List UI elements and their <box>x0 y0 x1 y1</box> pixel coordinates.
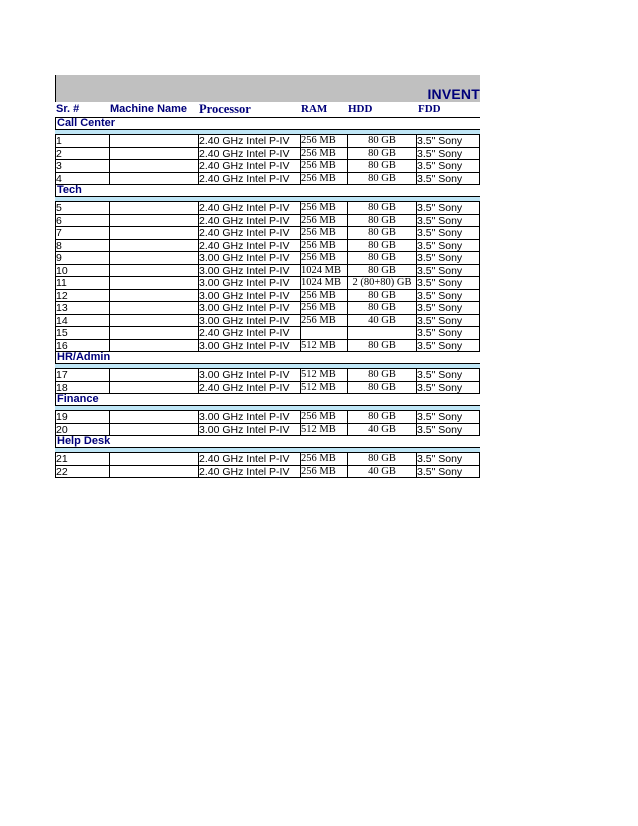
cell-machine <box>109 173 198 186</box>
cell-sr: 20 <box>55 424 109 437</box>
cell-fdd: 3.5" Sony <box>416 424 480 437</box>
cell-processor: 2.40 GHz Intel P-IV <box>198 135 300 148</box>
table-body <box>55 118 480 478</box>
cell-fdd: 3.5" Sony <box>416 202 480 215</box>
cell-ram: 512 MB <box>300 340 347 353</box>
cell-fdd: 3.5" Sony <box>416 277 480 290</box>
cell-machine <box>109 315 198 328</box>
cell-machine <box>109 327 198 340</box>
table-row <box>55 411 480 424</box>
cell-processor: 2.40 GHz Intel P-IV <box>198 382 300 395</box>
cell-sr: 22 <box>55 466 109 479</box>
cell-hdd: 80 GB <box>347 453 416 466</box>
cell-fdd: 3.5" Sony <box>416 135 480 148</box>
cell-fdd: 3.5" Sony <box>416 252 480 265</box>
table-row <box>55 265 480 278</box>
cell-ram: 256 MB <box>300 173 347 186</box>
cell-sr: 7 <box>55 227 109 240</box>
group-label: Call Center <box>55 118 480 129</box>
cell-fdd: 3.5" Sony <box>416 227 480 240</box>
cell-hdd: 80 GB <box>347 135 416 148</box>
cell-fdd: 3.5" Sony <box>416 290 480 303</box>
table-row <box>55 466 480 479</box>
cell-processor: 2.40 GHz Intel P-IV <box>198 160 300 173</box>
cell-fdd: 3.5" Sony <box>416 453 480 466</box>
cell-fdd: 3.5" Sony <box>416 327 480 340</box>
table-row <box>55 290 480 303</box>
table-row <box>55 173 480 186</box>
table-row <box>55 240 480 253</box>
table-row <box>55 369 480 382</box>
cell-fdd: 3.5" Sony <box>416 466 480 479</box>
cell-processor: 2.40 GHz Intel P-IV <box>198 173 300 186</box>
cell-sr: 5 <box>55 202 109 215</box>
cell-fdd: 3.5" Sony <box>416 340 480 353</box>
cell-machine <box>109 411 198 424</box>
cell-sr: 1 <box>55 135 109 148</box>
cell-ram: 256 MB <box>300 252 347 265</box>
cell-processor: 3.00 GHz Intel P-IV <box>198 315 300 328</box>
cell-processor: 3.00 GHz Intel P-IV <box>198 290 300 303</box>
cell-sr: 8 <box>55 240 109 253</box>
cell-hdd: 80 GB <box>347 340 416 353</box>
cell-processor: 2.40 GHz Intel P-IV <box>198 148 300 161</box>
cell-sr: 10 <box>55 265 109 278</box>
cell-hdd: 80 GB <box>347 369 416 382</box>
cell-machine <box>109 382 198 395</box>
table-row <box>55 340 480 353</box>
cell-machine <box>109 202 198 215</box>
cell-processor: 3.00 GHz Intel P-IV <box>198 252 300 265</box>
cell-fdd: 3.5" Sony <box>416 148 480 161</box>
cell-machine <box>109 302 198 315</box>
cell-processor: 3.00 GHz Intel P-IV <box>198 424 300 437</box>
cell-ram: 256 MB <box>300 290 347 303</box>
table-row <box>55 327 480 340</box>
cell-machine <box>109 369 198 382</box>
cell-ram: 512 MB <box>300 424 347 437</box>
cell-ram: 256 MB <box>300 302 347 315</box>
table-row <box>55 202 480 215</box>
cell-hdd: 80 GB <box>347 240 416 253</box>
cell-sr: 11 <box>55 277 109 290</box>
cell-machine <box>109 277 198 290</box>
cell-processor: 2.40 GHz Intel P-IV <box>198 202 300 215</box>
table-row <box>55 215 480 228</box>
cell-hdd: 40 GB <box>347 315 416 328</box>
cell-processor: 3.00 GHz Intel P-IV <box>198 369 300 382</box>
cell-processor: 2.40 GHz Intel P-IV <box>198 327 300 340</box>
cell-hdd: 80 GB <box>347 382 416 395</box>
cell-sr: 18 <box>55 382 109 395</box>
table-row <box>55 453 480 466</box>
cell-hdd: 80 GB <box>347 173 416 186</box>
cell-processor: 2.40 GHz Intel P-IV <box>198 215 300 228</box>
cell-sr: 12 <box>55 290 109 303</box>
cell-processor: 2.40 GHz Intel P-IV <box>198 227 300 240</box>
cell-ram: 256 MB <box>300 466 347 479</box>
cell-machine <box>109 290 198 303</box>
cell-machine <box>109 424 198 437</box>
cell-hdd: 40 GB <box>347 424 416 437</box>
cell-ram: 1024 MB <box>300 265 347 278</box>
cell-hdd <box>347 327 416 340</box>
cell-processor: 3.00 GHz Intel P-IV <box>198 265 300 278</box>
cell-ram: 256 MB <box>300 240 347 253</box>
cell-ram: 256 MB <box>300 215 347 228</box>
cell-machine <box>109 240 198 253</box>
cell-hdd: 80 GB <box>347 290 416 303</box>
group-label: HR/Admin <box>55 352 480 363</box>
cell-sr: 19 <box>55 411 109 424</box>
cell-processor: 2.40 GHz Intel P-IV <box>198 466 300 479</box>
cell-hdd: 80 GB <box>347 202 416 215</box>
table-row <box>55 135 480 148</box>
cell-fdd: 3.5" Sony <box>416 240 480 253</box>
cell-sr: 14 <box>55 315 109 328</box>
cell-processor: 3.00 GHz Intel P-IV <box>198 411 300 424</box>
cell-processor: 3.00 GHz Intel P-IV <box>198 277 300 290</box>
title-band <box>55 75 480 102</box>
cell-ram: 256 MB <box>300 148 347 161</box>
cell-fdd: 3.5" Sony <box>416 215 480 228</box>
cell-machine <box>109 252 198 265</box>
cell-ram: 256 MB <box>300 202 347 215</box>
cell-hdd: 2 (80+80) GB <box>347 277 416 290</box>
cell-machine <box>109 215 198 228</box>
cell-machine <box>109 148 198 161</box>
cell-ram: 256 MB <box>300 227 347 240</box>
table-row <box>55 160 480 173</box>
header-row <box>55 102 480 118</box>
cell-fdd: 3.5" Sony <box>416 315 480 328</box>
cell-sr: 17 <box>55 369 109 382</box>
cell-hdd: 80 GB <box>347 252 416 265</box>
table-row <box>55 424 480 437</box>
cell-fdd: 3.5" Sony <box>416 369 480 382</box>
cell-hdd: 80 GB <box>347 227 416 240</box>
table-row <box>55 227 480 240</box>
cell-sr: 21 <box>55 453 109 466</box>
cell-fdd: 3.5" Sony <box>416 265 480 278</box>
cell-fdd: 3.5" Sony <box>416 302 480 315</box>
inventory-sheet <box>55 75 480 478</box>
table-row <box>55 382 480 395</box>
cell-fdd: 3.5" Sony <box>416 173 480 186</box>
table-row <box>55 277 480 290</box>
cell-machine <box>109 160 198 173</box>
cell-hdd: 80 GB <box>347 215 416 228</box>
header-machine-name: Machine Name <box>110 103 188 115</box>
cell-machine <box>109 227 198 240</box>
table-row <box>55 148 480 161</box>
cell-sr: 16 <box>55 340 109 353</box>
cell-processor: 3.00 GHz Intel P-IV <box>198 302 300 315</box>
cell-hdd: 80 GB <box>347 302 416 315</box>
sheet-title: INVENT <box>427 86 480 102</box>
cell-ram: 256 MB <box>300 453 347 466</box>
cell-ram: 512 MB <box>300 369 347 382</box>
cell-sr: 15 <box>55 327 109 340</box>
cell-fdd: 3.5" Sony <box>416 160 480 173</box>
cell-machine <box>109 135 198 148</box>
cell-ram: 256 MB <box>300 411 347 424</box>
cell-processor: 3.00 GHz Intel P-IV <box>198 340 300 353</box>
header-hdd: HDD <box>348 103 373 115</box>
cell-processor: 2.40 GHz Intel P-IV <box>198 240 300 253</box>
cell-machine <box>109 466 198 479</box>
cell-ram: 256 MB <box>300 160 347 173</box>
cell-fdd: 3.5" Sony <box>416 411 480 424</box>
cell-hdd: 80 GB <box>347 148 416 161</box>
cell-machine <box>109 265 198 278</box>
table-row <box>55 315 480 328</box>
cell-ram: 1024 MB <box>300 277 347 290</box>
cell-hdd: 80 GB <box>347 411 416 424</box>
cell-machine <box>109 453 198 466</box>
header-ram: RAM <box>301 103 328 115</box>
header-sr: Sr. # <box>56 103 80 115</box>
cell-sr: 2 <box>55 148 109 161</box>
group-label: Finance <box>55 394 480 405</box>
table-row <box>55 302 480 315</box>
group-label: Help Desk <box>55 436 480 447</box>
header-fdd: FDD <box>418 103 441 115</box>
cell-sr: 6 <box>55 215 109 228</box>
cell-processor: 2.40 GHz Intel P-IV <box>198 453 300 466</box>
cell-hdd: 80 GB <box>347 265 416 278</box>
cell-hdd: 40 GB <box>347 466 416 479</box>
header-processor: Processor <box>199 102 251 116</box>
cell-sr: 4 <box>55 173 109 186</box>
cell-fdd: 3.5" Sony <box>416 382 480 395</box>
cell-machine <box>109 340 198 353</box>
table-row <box>55 252 480 265</box>
cell-sr: 3 <box>55 160 109 173</box>
cell-ram: 256 MB <box>300 315 347 328</box>
cell-ram: 256 MB <box>300 135 347 148</box>
cell-ram: 512 MB <box>300 382 347 395</box>
cell-sr: 9 <box>55 252 109 265</box>
cell-sr: 13 <box>55 302 109 315</box>
cell-ram <box>300 327 347 340</box>
cell-hdd: 80 GB <box>347 160 416 173</box>
group-label: Tech <box>55 185 480 196</box>
